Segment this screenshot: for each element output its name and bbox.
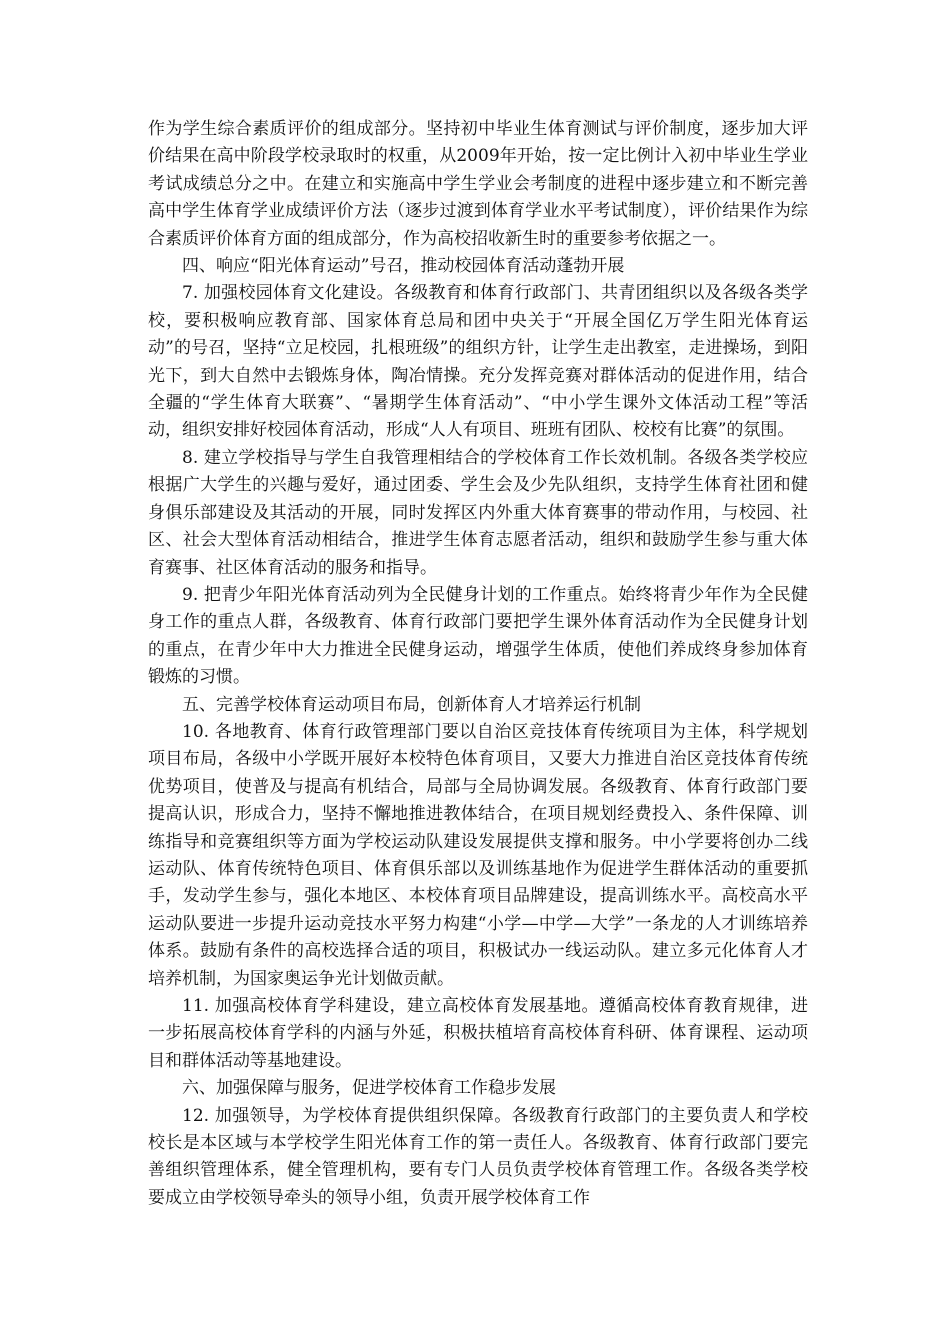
paragraph-item-12: 12. 加强领导，为学校体育提供组织保障。各级教育行政部门的主要负责人和学校校长是本区域与本学校学生阳光体育工作的第一责任人。各级教育、体育行政部门要完善组织管理体系，健全管理机构，要有专门人员负责学校体育管理工作。各级各类学校要成立由学校领导牵头的领导小组，负责开展学校体育工作: [148, 1105, 808, 1208]
paragraph-item-8: 8. 建立学校指导与学生自我管理相结合的学校体育工作长效机制。各级各类学校应根据广大学生的兴趣与爱好，通过团委、学生会及少先队组织，支持学生体育社团和健身俱乐部建设及其活动的开展，同时发挥区内外重大体育赛事的带动作用，与校园、社区、社会大型体育活动相结合，推进学生体育志愿者活动，组织和鼓励学生参与重大体育赛事、社区体育活动的服务和指导。: [148, 447, 808, 578]
paragraph-item-11: 11. 加强高校体育学科建设，建立高校体育发展基地。遵循高校体育教育规律，进一步拓展高校体育学科的内涵与外延，积极扶植培育高校体育科研、体育课程、运动项目和群体活动等基地建设。: [148, 996, 808, 1071]
section-heading-4: 四、响应“阳光体育运动”号召，推动校园体育活动蓬勃开展: [182, 256, 625, 277]
paragraph-item-10: 10. 各地教育、体育行政管理部门要以自治区竞技体育传统项目为主体，科学规划项目布局，各级中小学既开展好本校特色体育项目，又要大力推进自治区竞技体育传统优势项目，使普及与提高有机结合，局部与全局协调发展。各级教育、体育行政部门要提高认识，形成合力，坚持不懈地推进教体结合，在项目规划经费投入、条件保障、训练指导和竞赛组织等方面为学校运动队建设发展提供支撑和服务。中小学要将创办二线运动队、体育传统特色项目、体育俱乐部以及训练基地作为促进学生群体活动的重要抓手，发动学生参与，强化本地区、本校体育项目品牌建设，提高训练水平。高校高水平运动队要进一步提升运动竞技水平努力构建“小学—中学—大学”一条龙的人才训练培养体系。鼓励有条件的高校选择合适的项目，积极试办一线运动队。建立多元化体育人才培养机制，为国家奥运争光计划做贡献。: [148, 721, 808, 989]
paragraph-continuation: 作为学生综合素质评价的组成部分。坚持初中毕业生体育测试与评价制度，逐步加大评价结果在高中阶段学校录取时的权重，从2009年开始，按一定比例计入初中毕业生学业考试成绩总分之中。在建立和实施高中学生学业会考制度的进程中逐步建立和不断完善高中学生体育学业成绩评价方法（逐步过渡到体育学业水平考试制度），评价结果作为综合素质评价体育方面的组成部分，作为高校招收新生时的重要参考依据之一。: [148, 119, 808, 249]
document-body: [148, 116, 808, 1212]
section-heading-5: 五、完善学校体育运动项目布局，创新体育人才培养运行机制: [182, 694, 641, 715]
section-heading-6: 六、加强保障与服务，促进学校体育工作稳步发展: [182, 1078, 556, 1099]
paragraph-item-7: 7. 加强校园体育文化建设。各级教育和体育行政部门、共青团组织以及各级各类学校，要积极响应教育部、国家体育总局和团中央关于“开展全国亿万学生阳光体育运动”的号召，坚持“立足校园，扎根班级”的组织方针，让学生走出教室，走进操场，到阳光下，到大自然中去锻炼身体，陶冶情操。充分发挥竞赛对群体活动的促进作用，结合全疆的“学生体育大联赛”、“暑期学生体育活动”、“中小学生课外文体活动工程”等活动，组织安排好校园体育活动，形成“人人有项目、班班有团队、校校有比赛”的氛围。: [148, 283, 808, 441]
paragraph-item-9: 9. 把青少年阳光体育活动列为全民健身计划的工作重点。始终将青少年作为全民健身工作的重点人群，各级教育、体育行政部门要把学生课外体育活动作为全民健身计划的重点，在青少年中大力推进全民健身运动，增强学生体质，使他们养成终身参加体育锻炼的习惯。: [148, 584, 808, 688]
